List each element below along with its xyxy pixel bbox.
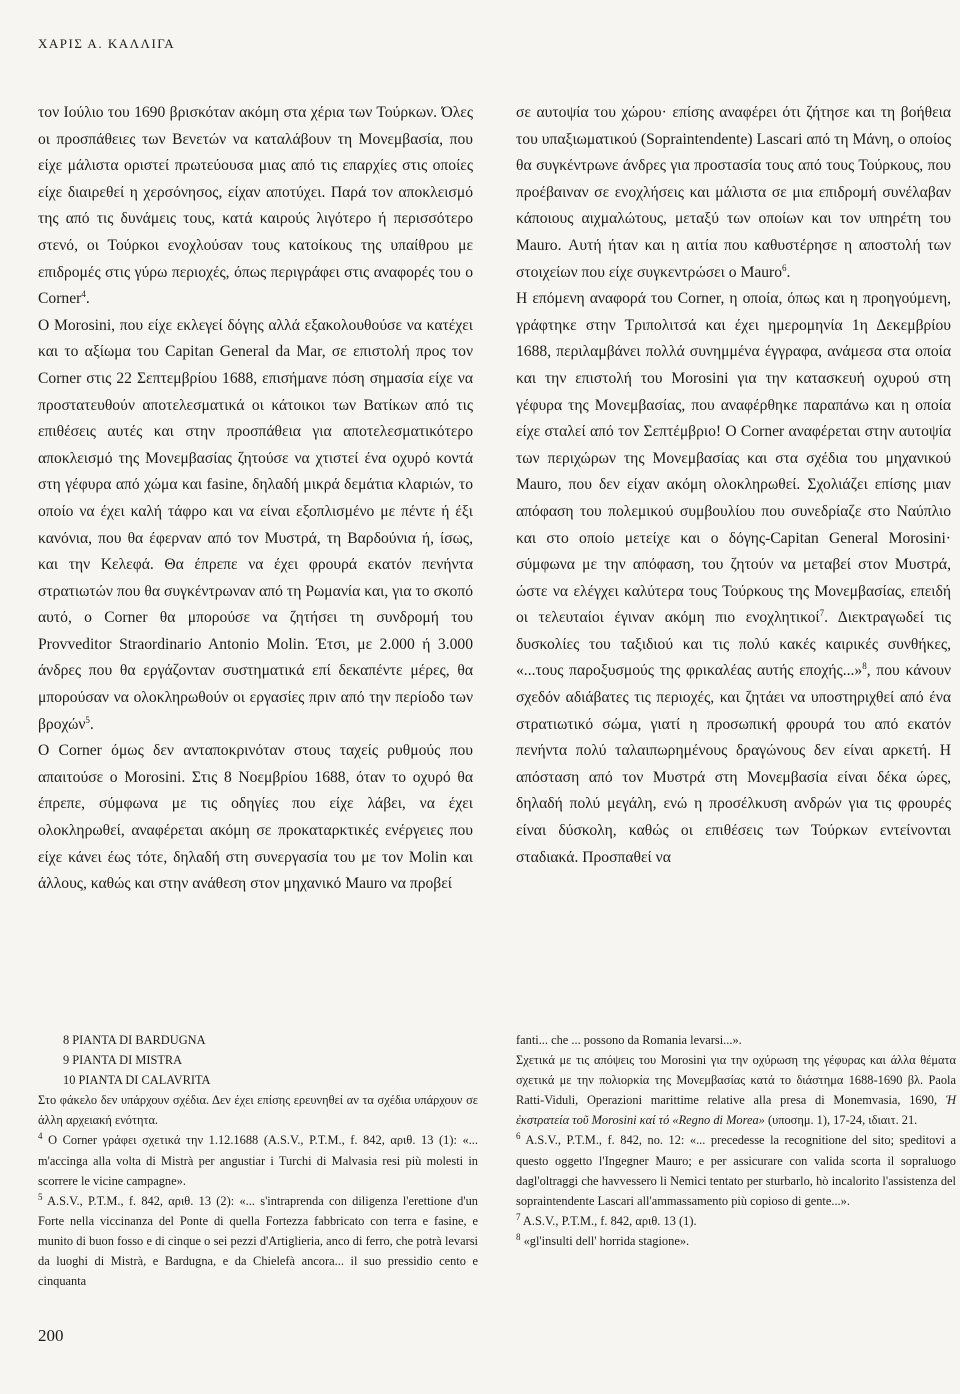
footnote-ref[interactable]: 4 (81, 288, 86, 299)
footnote-ref[interactable]: 7 (819, 608, 825, 619)
footnote-text: Στο φάκελο δεν υπάρχουν σχέδια. Δεν έχει επίσης ερευνηθεί αν τα σχέδια υπάρχουν σε άλλη αρχειακή ενότητα. (38, 1093, 478, 1128)
footnotes-right (516, 1030, 956, 1251)
plan-item: 10 PIANTA DI CALAVRITA (63, 1073, 211, 1088)
footnote-ref[interactable]: 6 (782, 262, 787, 273)
footnote-5: $^5$ A.S.V., P.T.M., f. 842, αριθ. 13 (2): «... s'intraprenda con diligenza l'erettione d'un Forte nella viccinanza del Ponte di quella Fortezza fabbricato con terra e fasine, e munito di buon fosso e di cinque o sei pezzi d'Artiglieria, anco di ferro, che potrà levarsi da luoghi di Mistrà, e Bardugna, e da Chielefà ancora... il suo pressidio cento e cinquanta (38, 1191, 478, 1289)
footnote-ref[interactable]: 5 (85, 714, 90, 725)
plan-item: 9 PIANTA DI MISTRA (63, 1053, 183, 1068)
left-text-column (38, 100, 473, 898)
paragraph: O Morosini, που είχε εκλεγεί δόγης αλλά εξακολουθούσε να κατέχει και το αξίωμα του Capitan General da Mar, σε επιστολή προς τον Corner στις 22 Σεπτεμβρίου 1688, επισήμανε πόση σημασία είχε να προστατευθούν αποτελεσματικά οι κάτοικοι των Βατίκων από τις επιθέσεις αυτές και στην προσπάθεια για αποτελεσματικότερο αποκλεισμό της Μονεμβασίας ζητούσε να χτιστεί ένα οχυρό κοντά στη γέφυρα από χώμα και fasine, δηλαδή μικρά δεμάτια κλαριών, το οποίο να έχει καλή τάφρο και να είναι εξοπλισμένο με πέντε ή έξι κανόνια, που θα έφερναν από τον Μυστρά, τη Βαρδούνια ή, ίσως, και την Κελεφά. Θα έπρεπε να έχει φρουρά εκατόν πενήντα στρατιωτών που θα συγκέντρωναν από τη Ρωμανία και, για το σκοπό αυτό, ο Corner θα μπορούσε να ζητήσει τη συνδρομή του Provveditor Straordinario Antonio Molin. Έτσι, με 2.000 ή 3.000 άνδρες που θα εργάζονταν συστηματικά επί δεκαπέντε μέρες, θα μπορούσαν να ολοκληρωθούν οι εργασίες πριν από την περίοδο των βροχών$^5$. (38, 316, 473, 733)
footnote-7: $^7$ A.S.V., P.T.M., f. 842, αριθ. 13 (1). (516, 1211, 697, 1228)
footnote-6: $^6$ A.S.V., P.T.M., f. 842, no. 12: «... precedesse la recognitione del sito; speditovi a questo oggetto l'Ingegner Mauro; e per assicurare con valida scorta il sopraluogo dagl'oltraggi che havvessero li Nemici tentato per sturbarlo, hò incalorito l'assistenza del sopraintendente Lascari all'ammassamento più copioso di gente...». (516, 1131, 956, 1208)
right-text-column (516, 100, 951, 871)
paragraph: Η επόμενη αναφορά του Corner, η οποία, όπως και η προηγούμενη, γράφτηκε στην Τριπολιτσά και έχει ημερομηνία 1η Δεκεμβρίου 1688, περιλαμβάνει πολλά συνημμένα έγγραφα, ανάμεσα στα οποία και την επιστολή του Morosini για την κατασκευή οχυρού στη γέφυρα της Μονεμβασίας, που αναφέρθηκε παραπάνω και η οποία είχε σταλεί από τον Σεπτέμβριο! Ο Corner αναφέρεται στην αυτοψία των περιχώρων της Μονεμβασίας και στα σχέδια του μηχανικού Mauro, που δεν είχαν ακόμη ολοκληρωθεί. Σχολιάζει επίσης μιαν απόφαση του πολεμικού συμβουλίου που συνεδρίαζε στο Ναύπλιο και στο οποίο μετείχε και ο δόγης-Capitan General Morosini· σύμφωνα με την απόφαση, του ζητούν να μεταβεί στον Μυστρά, ώστε να ελέγχει καλύτερα τους Τούρκους της Μονεμβασίας, επειδή οι τελευταίοι έγιναν ακόμη πιο ενοχλητικοί$^7$. Διεκτραγωδεί τις δυσκολίες του ταξιδιού και τις πολύ κακές καιρικές συνθήκες, «...τους παροξυσμούς της φρικαλέας αυτής εποχής...»$^8$, που κάνουν σχεδόν αδιάβατες τις περιοχές, και ζητάει να υποστηριχθεί από ένα στρατιωτικό σώμα, γιατί η προσωπική φρουρά του από εκατόν πενήντα πολύ ταλαιπωρημένους δραγώνους δεν είναι αρκετή. Η απόσταση από τον Μυστρά στη Μονεμβασία είναι δέκα ώρες, δηλαδή πολύ μεγάλη, ενώ η προσέλκυση ανδρών για τις φρουρές είναι δύσκολη, καθώς οι επιθέσεις των Τούρκων εντείνονται σταδιακά. Προσπαθεί να (516, 290, 951, 866)
footnote-text: Σχετικά με τις απόψεις του Morosini για την οχύρωση της γέφυρας και άλλα θέματα σχετικά με την πολιορκία της Μονεμβασίας κατά το διάστημα 1688-1690 βλ. Paola Ratti-Viduli, Operazioni marittime relative alla presa di Monemvasia, 1690, Ἡ ἐκστρατεία τοῦ Morosini καί τό «Regno di Morea» (υποσημ. 1), 17-24, ιδιαιτ. 21. (516, 1053, 956, 1128)
paragraph: τον Ιούλιο του 1690 βρισκόταν ακόμη στα χέρια των Τούρκων. Όλες οι προσπάθειες των Βενετών να καταλάβουν τη Μονεμβασία, που είχε μάλιστα οριστεί πρωτεύουσα μιας από τις επαρχίες στις οποίες είχε διαιρεθεί η χερσόνησος, είχαν αποτύχει. Παρά τον αποκλεισμό της από τις δυνάμεις τους, κατά καιρούς λιγότερο ή περισσότερο στενό, οι Τούρκοι ενοχλούσαν τους κατοίκους της υπαίθρου με επιδρομές στις γύρω περιοχές, όπως περιγράφει στις αναφορές του ο Corner$^4$. (38, 104, 473, 308)
paragraph: O Corner όμως δεν ανταποκρινόταν στους ταχείς ρυθμούς που απαιτούσε ο Morosini. Στις 8 Νοεμβρίου 1688, όταν το οχυρό θα έπρεπε, σύμφωνα με τις οδηγίες που είχε λάβει, να έχει ολοκληρωθεί, αναφέρεται ακόμη σε προκαταρκτικές ενέργειες που είχε κάνει έως τότε, δηλαδή στη συνεργασία του με τον Molin και άλλους, καθώς και στην ανάθεση στον μηχανικό Mauro να προβεί (38, 742, 473, 893)
page-number: 200 (38, 1326, 64, 1345)
footnote-ref[interactable]: 8 (862, 661, 867, 672)
footnotes-left (38, 1030, 478, 1291)
plan-item: 8 PIANTA DI BARDUGNA (63, 1033, 206, 1047)
paragraph: σε αυτοψία του χώρου· επίσης αναφέρει ότι ζήτησε και τη βοήθεια του υπαξιωματικού (Sopraintendente) Lascari από τη Μάνη, ο οποίος θα συγκέντρωνε άνδρες για προστασία τους από τους Τούρκους, που προέβαιναν σε ενοχλήσεις και μάλιστα σε μια επιδρομή συνέλαβαν κάποιους αιχμαλώτους, μεταξύ των οποίων και τον υπηρέτη του Mauro. Αυτή ήταν και η αιτία που καθυστέρησε η αποστολή των στοιχείων που είχε συγκεντρώσει ο Mauro$^6$. (516, 104, 951, 281)
plan-list (38, 1030, 478, 1090)
footnote-8: $^8$ «gl'insulti dell' horrida stagione». (516, 1231, 690, 1248)
running-header: ΧΑΡΙΣ Α. ΚΑΛΛΙΓΑ (38, 36, 176, 51)
footnote-4: $^4$ O Corner γράφει σχετικά την 1.12.1688 (A.S.V., P.T.M., f. 842, αριθ. 13 (1): «... m'accinga alla volta di Mistrà per angustiar i Turchi di Malvasia resi più molesti in scorrere le vicine campagne». (38, 1131, 478, 1188)
footnote-text: fanti... che ... possono da Romania levarsi...». (516, 1033, 742, 1047)
